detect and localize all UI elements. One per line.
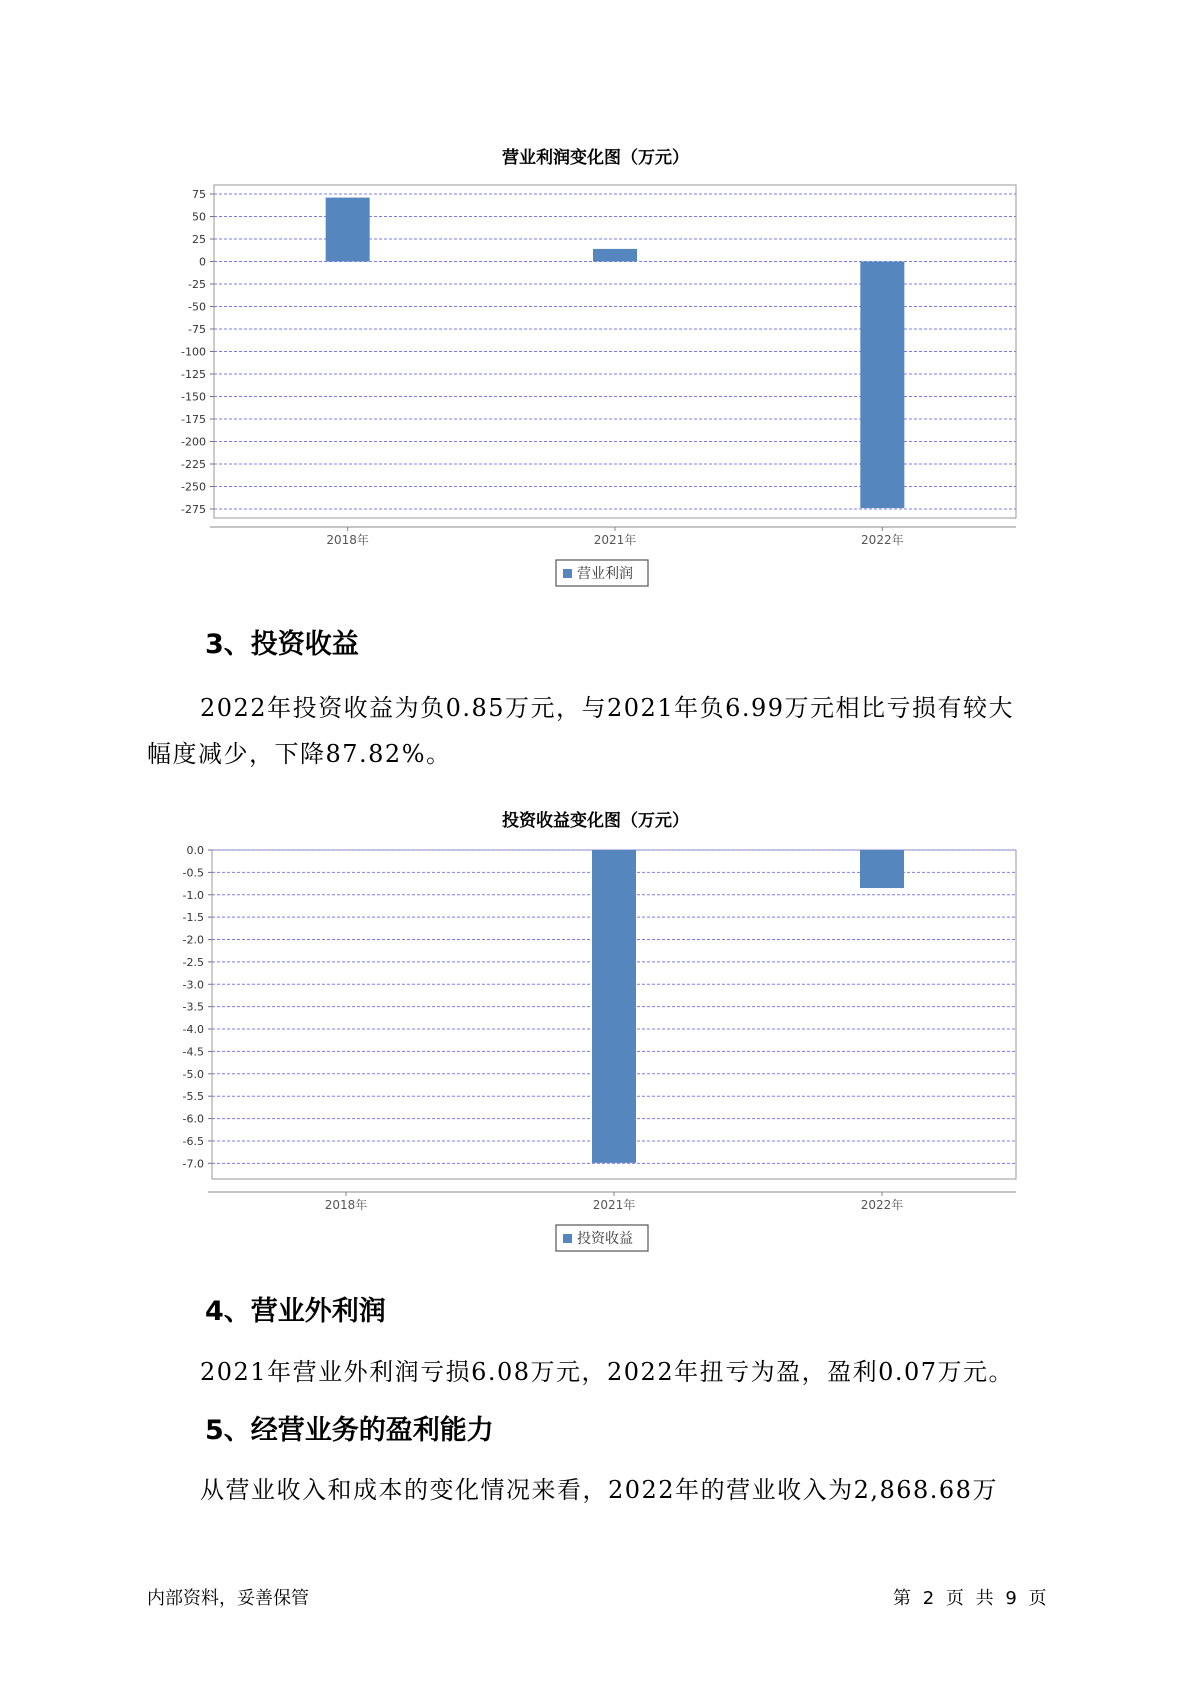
y-tick-label: -50: [188, 300, 206, 314]
y-tick-label: 0.0: [186, 844, 204, 857]
y-tick-label: -275: [181, 503, 206, 516]
chart1-title: 营业利润变化图（万元）: [502, 148, 689, 168]
section3-para-line1: 2022年投资收益为负0.85万元，与2021年负6.99万元相比亏损有较大: [200, 694, 1015, 722]
y-tick-label: -175: [181, 413, 206, 426]
chart1-svg: [0, 170, 1191, 590]
section4-para: 2021年营业外利润亏损6.08万元，2022年扭亏为盈，盈利0.07万元。: [200, 1358, 1015, 1386]
y-tick-label: -25: [188, 278, 206, 291]
y-tick-label: -7.0: [182, 1157, 204, 1171]
y-tick-label: -3.5: [182, 1000, 204, 1014]
y-tick-label: -2.0: [182, 933, 204, 947]
bar-2021年: [593, 249, 637, 262]
y-tick-label: 0: [199, 255, 206, 269]
y-tick-label: -6.5: [182, 1134, 204, 1148]
y-tick-label: -4.0: [182, 1023, 204, 1037]
bar-2022年: [860, 850, 904, 888]
y-tick-label: -100: [181, 345, 206, 359]
section3-heading: 3、投资收益: [205, 629, 359, 660]
x-tick-label: 2021年: [592, 1198, 636, 1212]
bar-2021年: [592, 850, 636, 1163]
legend-swatch: [563, 569, 572, 578]
legend-label: 营业利润: [577, 566, 633, 582]
y-tick-label: -5.0: [182, 1067, 204, 1081]
section5-para: 从营业收入和成本的变化情况来看，2022年的营业收入为2,868.68万: [200, 1476, 998, 1504]
x-tick-label: 2022年: [861, 533, 904, 547]
legend: [556, 1225, 648, 1251]
y-tick-label: 75: [192, 188, 206, 201]
x-tick-label: 2018年: [324, 1198, 368, 1212]
bar-2018年: [326, 198, 370, 262]
y-tick-label: -1.0: [182, 888, 204, 902]
footer-page-number: 第 2 页 共 9 页: [893, 1588, 1047, 1609]
x-tick-label: 2022年: [860, 1198, 904, 1212]
legend: [556, 560, 648, 586]
chart2-title: 投资收益变化图（万元）: [502, 811, 689, 831]
x-tick-label: 2021年: [593, 533, 637, 547]
y-tick-label: 25: [192, 233, 206, 246]
y-tick-label: -2.5: [182, 955, 204, 969]
x-tick-label: 2018年: [326, 533, 369, 547]
legend-label: 投资收益: [577, 1231, 633, 1247]
y-tick-label: -75: [188, 323, 206, 336]
y-tick-label: -3.0: [182, 978, 204, 992]
y-tick-label: -5.5: [182, 1090, 204, 1104]
y-tick-label: -6.0: [182, 1112, 204, 1126]
y-tick-label: -0.5: [182, 866, 204, 880]
legend-swatch: [563, 1234, 572, 1243]
bar-2022年: [860, 262, 904, 509]
y-tick-label: -250: [181, 480, 206, 494]
section5-heading: 5、经营业务的盈利能力: [205, 1415, 494, 1446]
chart2-svg: [0, 834, 1191, 1254]
section3-para-line2: 幅度减少，下降87.82%。: [147, 740, 452, 768]
y-tick-label: -4.5: [182, 1045, 204, 1059]
y-tick-label: -150: [181, 390, 206, 404]
y-tick-label: -1.5: [182, 911, 204, 925]
y-tick-label: -200: [181, 435, 206, 449]
section4-heading: 4、营业外利润: [205, 1296, 386, 1327]
footer-confidential: 内部资料，妥善保管: [147, 1588, 309, 1609]
y-tick-label: 50: [192, 210, 206, 224]
y-tick-label: -225: [181, 458, 206, 471]
y-tick-label: -125: [181, 368, 206, 381]
